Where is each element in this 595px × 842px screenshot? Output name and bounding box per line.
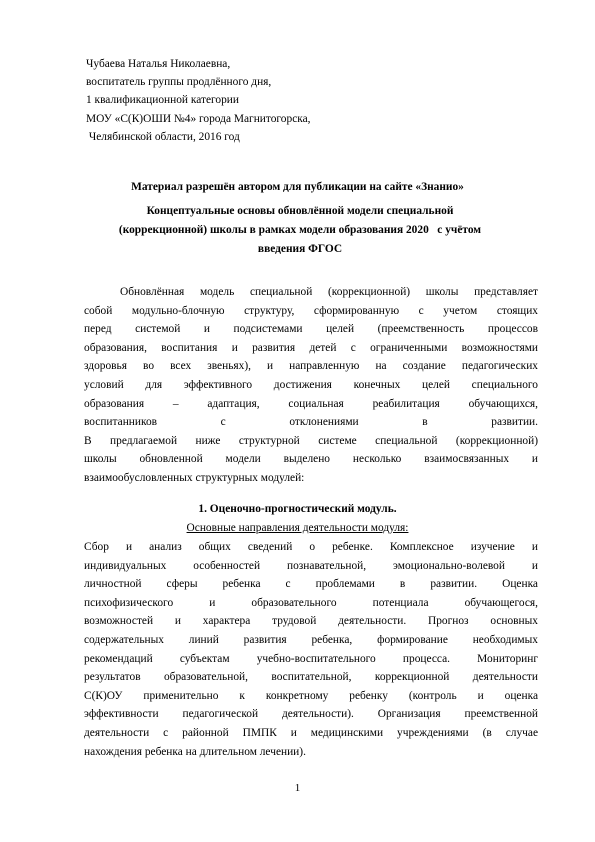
paragraph-line: индивидуальных особенностей познавательной, эмоционально-волевой и: [84, 559, 538, 572]
paragraph-line: образования, воспитания и развития детей с ограниченными возможностями: [84, 341, 538, 354]
paragraph-line: Сбор и анализ общих сведений о ребенке. Комплексное изучение и: [84, 541, 538, 553]
author-category: 1 квалификационной категории: [86, 94, 239, 107]
title-line: (коррекционной) школы в рамках модели образования 2020 с учётом: [118, 224, 482, 236]
paragraph-line: собой модульно-блочную структуру, сформированную с учетом стоящих: [84, 304, 538, 317]
paragraph-line: содержательных линий развития ребенка, формирование необходимых: [84, 633, 538, 646]
author-school: МОУ «С(К)ОШИ №4» города Магнитогорска,: [86, 112, 311, 125]
author-info: [86, 55, 506, 146]
section-subheading: Основные направления деятельности модуля:: [186, 522, 409, 534]
document-title: [80, 202, 520, 259]
paragraph-line: взаимообусловленных структурных модулей:: [84, 471, 305, 484]
paragraph-line: Обновлённая модель специальной (коррекционной) школы представляет: [120, 286, 538, 298]
paragraph-line: личностной сферы ребенка с проблемами в развитии. Оценка: [84, 578, 538, 591]
intro-paragraph: [84, 283, 538, 488]
author-position: воспитатель группы продлённого дня,: [86, 76, 272, 89]
author-region-year: Челябинской области, 2016 год: [86, 130, 240, 143]
paragraph-line: школы обновленной модели выделено несколько взаимосвязанных и: [84, 453, 538, 466]
page-number: 1: [294, 782, 301, 794]
paragraph-line: образования – адаптация, социальная реабилитация обучающихся,: [84, 397, 538, 410]
paragraph-line: перед системой и подсистемами целей (преемственность процессов: [84, 323, 538, 336]
paragraph-line: психофизического и образовательного потенциала обучающегося,: [84, 596, 538, 609]
paragraph-line: С(К)ОУ применительно к конкретному ребенку (контроль и оценка: [84, 689, 538, 702]
paragraph-line: нахождения ребенка на длительном лечении).: [84, 745, 306, 758]
section-heading: 1. Оценочно-прогностический модуль.: [198, 503, 397, 515]
paragraph-line: условий для эффективного достижения конечных целей специального: [84, 378, 538, 391]
paragraph-line: В предлагаемой ниже структурной системе специальной (коррекционной): [84, 434, 538, 447]
paragraph-line: возможностей и характера трудовой деятельности. Прогноз основных: [84, 615, 538, 628]
author-name: Чубаева Наталья Николаевна,: [86, 58, 231, 70]
paragraph-line: деятельности с районной ПМПК и медицинскими учреждениями (в случае: [84, 726, 538, 739]
publication-permission: Материал разрешён автором для публикации на сайте «Знанио»: [131, 181, 464, 193]
paragraph-line: результатов образовательной, воспитательной, коррекционной деятельности: [84, 671, 538, 684]
section-paragraph: [84, 538, 538, 761]
title-line: введения ФГОС: [257, 243, 343, 255]
paragraph-line: воспитанников с отклонениями в развитии.: [84, 416, 538, 429]
paragraph-line: эффективности педагогической деятельности). Организация преемственной: [84, 708, 538, 721]
paragraph-line: здоровья во всех звеньях), и направленную на создание педагогических: [84, 360, 538, 373]
title-line: Концептуальные основы обновлённой модели специальной: [146, 205, 454, 217]
paragraph-line: рекомендаций субъектам учебно-воспитательного процесса. Мониторинг: [84, 652, 538, 665]
